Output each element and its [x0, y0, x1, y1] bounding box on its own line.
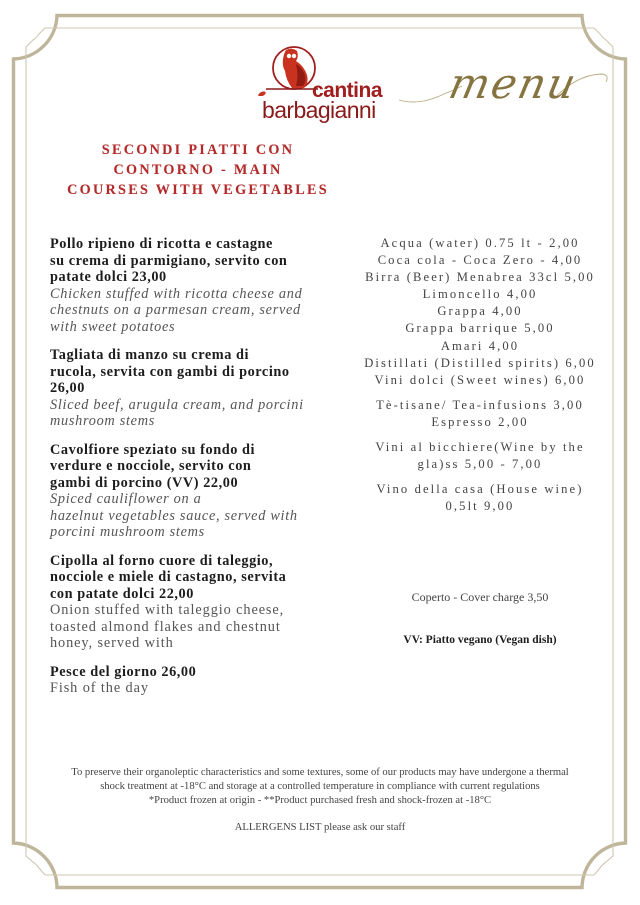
dish-name-line: Pesce del giorno 26,00 [50, 663, 197, 680]
dish-name-line: verdure e nocciole, servito con [50, 458, 252, 474]
dish-desc-line: Sliced beef, arugula cream, and porcini [50, 396, 304, 413]
dish-name-line: 26,00 [50, 380, 85, 396]
dish-item [50, 553, 340, 652]
dish-desc-line: honey, served with [50, 635, 174, 651]
dish-desc-line: Spiced cauliflower on a [50, 491, 202, 507]
drink-item: Limoncello 4,00 [422, 287, 538, 302]
dish-name [50, 664, 340, 681]
drinks-group-beverages [350, 235, 610, 389]
dish-desc-line: mushroom stems [50, 413, 155, 429]
dish-description [50, 491, 340, 541]
dish-name-line: gambi di porcino (VV) 22,00 [50, 474, 239, 491]
menu-script-title: menu [444, 59, 583, 108]
section-title-line: CONTORNO - MAIN [113, 162, 283, 178]
allergens-note: ALLERGENS LIST please ask our staff [234, 822, 406, 833]
disclaimer-line: To preserve their organoleptic characteristics and some textures, some of our products may have undergone a thermal [71, 767, 569, 778]
drink-item: Distillati (Distilled spirits) 6,00 [364, 355, 596, 370]
dish-list [50, 236, 340, 709]
brand-logo [256, 44, 406, 123]
dish-name-line: Cavolfiore speziato su fondo di [50, 441, 256, 458]
dish-name-line: patate dolci 23,00 [50, 269, 167, 285]
drink-item: Vini al bicchiere(Wine by the [375, 440, 585, 455]
dish-item [50, 664, 340, 697]
dish-description [50, 602, 340, 652]
dish-item [50, 442, 340, 541]
dish-desc-line: Onion stuffed with taleggio cheese, [50, 602, 285, 618]
dish-item [50, 347, 340, 430]
dish-name-line: Tagliata di manzo su crema di [50, 347, 250, 363]
dish-name [50, 553, 340, 603]
brand-name-line1: cantina [312, 79, 383, 102]
dish-name-line: su crema di parmigiano, servito con [50, 252, 288, 269]
drink-item: 0,5lt 9,00 [445, 499, 515, 514]
cover-charge-note: Coperto - Cover charge 3,50 [411, 590, 549, 604]
dish-name [50, 442, 340, 492]
disclaimer-line: shock treatment at -18°C and storage at a controlled temperature in compliance with current regulations [100, 781, 540, 792]
dish-desc-line: Fish of the day [50, 680, 149, 696]
dish-name [50, 347, 340, 397]
section-title [48, 140, 348, 200]
dish-item [50, 236, 340, 335]
dish-desc-line: Chicken stuffed with ricotta cheese and [50, 285, 303, 302]
drink-item: Coca cola - Coca Zero - 4,00 [377, 253, 583, 268]
dish-name-line: Pollo ripieno di ricotta e castagne [50, 236, 273, 252]
frozen-products-disclaimer [40, 766, 600, 808]
drink-item: gla)ss 5,00 - 7,00 [417, 457, 543, 472]
drink-item: Vino della casa (House wine) [376, 482, 584, 497]
dish-description [50, 397, 340, 430]
drink-item: Birra (Beer) Menabrea 33cl 5,00 [365, 270, 595, 285]
drink-item: Grappa 4,00 [437, 304, 523, 319]
drinks-group-house-wine [350, 481, 610, 515]
dish-description [50, 286, 340, 336]
brand-name-line2: barbagianni [262, 97, 376, 123]
drink-item: Espresso 2,00 [431, 414, 529, 429]
dish-description [50, 680, 340, 697]
dish-name-line: rucola, servita con gambi di porcino [50, 363, 290, 380]
drink-item: Vini dolci (Sweet wines) 6,00 [374, 372, 586, 387]
section-title-line: SECONDI PIATTI CON [101, 142, 295, 158]
dish-name [50, 236, 340, 286]
dish-name-line: nocciole e miele di castagno, servita [50, 569, 287, 585]
disclaimer-line: *Product frozen at origin - **Product purchased fresh and shock-frozen at -18°C [148, 795, 492, 806]
dish-desc-line: hazelnut vegetables sauce, served with [50, 507, 298, 524]
drinks-group-hot [350, 397, 610, 431]
dish-name-line: Cipolla al forno cuore di taleggio, [50, 552, 274, 569]
dish-desc-line: toasted almond flakes and chestnut [50, 618, 281, 635]
vegan-legend: VV: Piatto vegano (Vegan dish) [403, 634, 557, 646]
drink-item: Amari 4,00 [440, 338, 520, 353]
drink-item: Grappa barrique 5,00 [405, 321, 555, 336]
drinks-group-wine-glass [350, 439, 610, 473]
dish-name-line: con patate dolci 22,00 [50, 585, 194, 602]
dish-desc-line: porcini mushroom stems [50, 524, 205, 540]
dish-desc-line: with sweet potatoes [50, 318, 176, 335]
section-title-line: COURSES WITH VEGETABLES [67, 182, 329, 198]
drink-item: Acqua (water) 0.75 lt - 2,00 [380, 236, 580, 250]
drink-item: Tè-tisane/ Tea-infusions 3,00 [376, 397, 584, 412]
drinks-list [350, 235, 610, 523]
dish-desc-line: chestnuts on a parmesan cream, served [50, 302, 301, 318]
